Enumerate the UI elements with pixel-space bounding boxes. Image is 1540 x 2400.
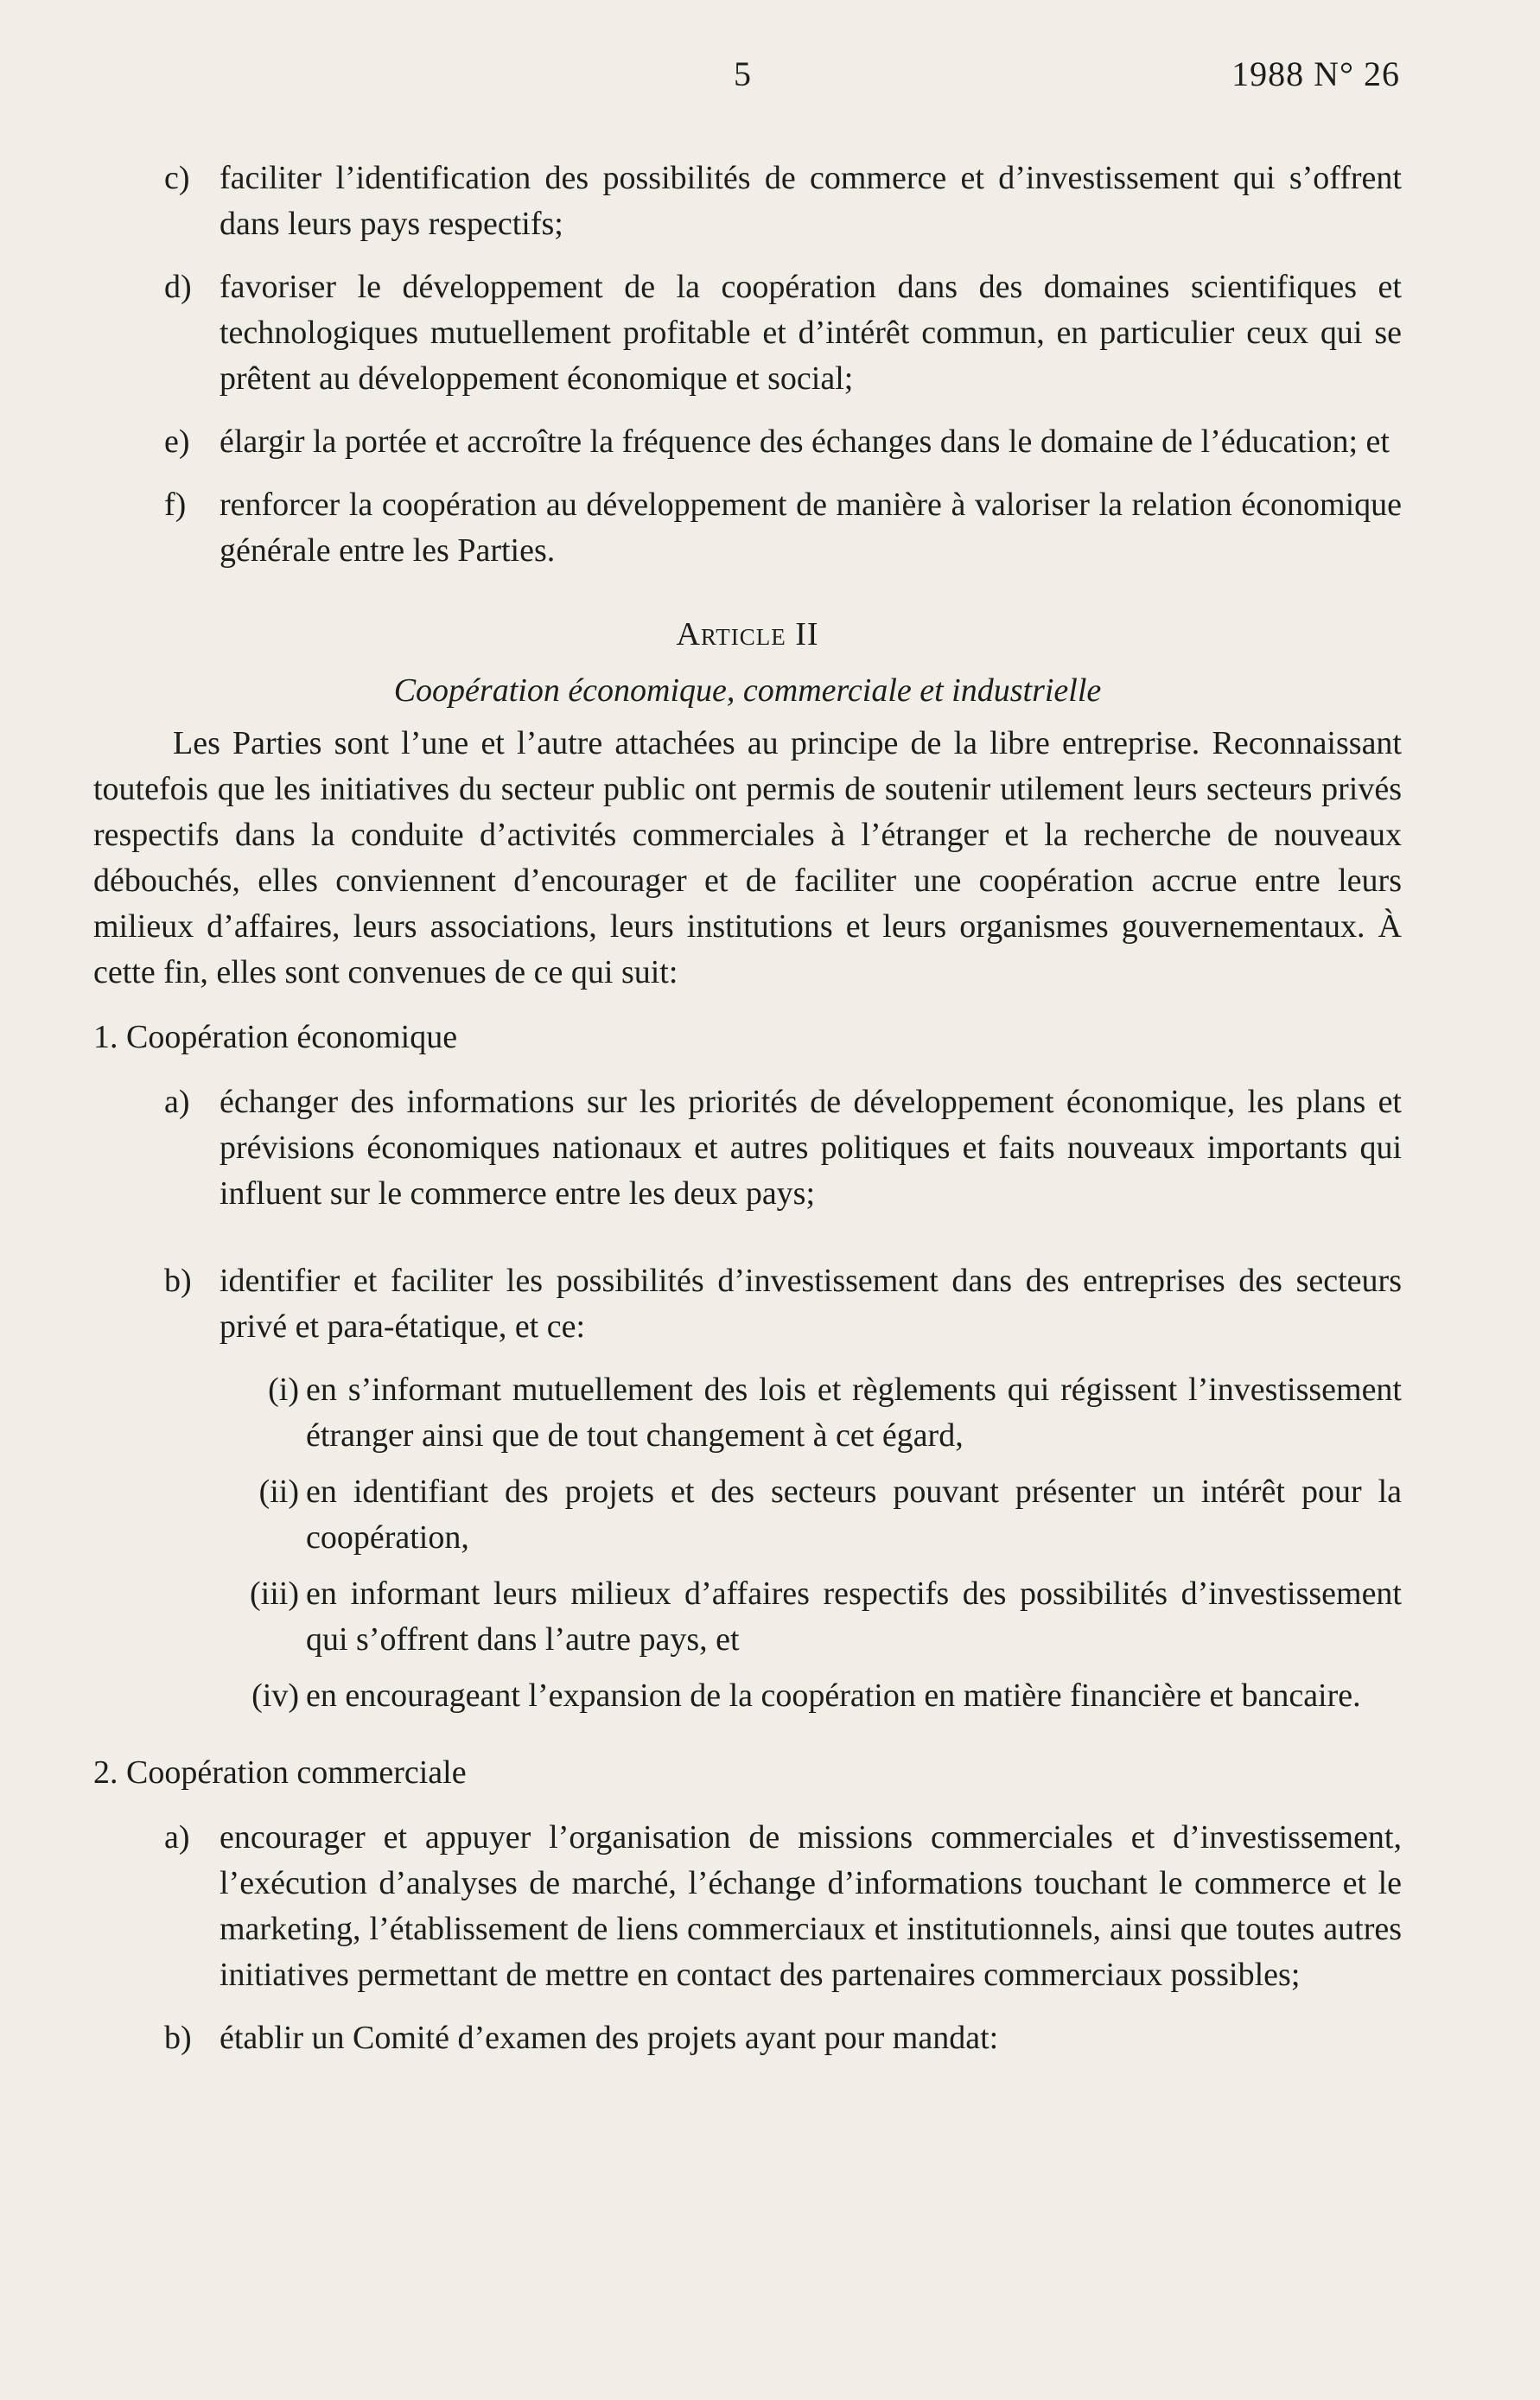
sub-marker: (i)	[268, 1372, 299, 1408]
list-item-b	[93, 1258, 1402, 1350]
article-paragraph: Les Parties sont l’une et l’autre attachées au principe de la libre entreprise. Reconnaissant toutefois que les initiatives du secteur public ont permis de soutenir utilement leurs secteurs privés respectifs dans la conduite d’activités commerciales à l’étranger et la recherche de nouveaux débouchés, elles conviennent d’encourager et de faciliter une coopération accrue entre leurs milieux d’affaires, leurs associations, leurs institutions et leurs organismes gouvernementaux. À cette fin, elles sont convenues de ce qui suit:	[93, 725, 1402, 990]
list-item-a	[93, 1815, 1402, 1998]
list-item-text: élargir la portée et accroître la fréquence des échanges dans le domaine de l’éducation; et	[220, 423, 1390, 460]
list-marker: b)	[164, 1263, 192, 1299]
year-and-issue-number: 1988 N° 26	[1231, 54, 1400, 93]
list-marker: b)	[164, 2020, 192, 2056]
document-body	[93, 156, 1402, 2079]
sub-item-ii	[93, 1469, 1402, 1561]
list-item-a	[93, 1079, 1402, 1217]
list-item-text: établir un Comité d’examen des projets ayant pour mandat:	[220, 2020, 999, 2056]
spacer	[93, 1234, 1402, 1258]
sub-item-i	[93, 1367, 1402, 1459]
article-subtitle: Coopération économique, commerciale et industrielle	[393, 672, 1102, 709]
list-item-text: échanger des informations sur les priorités de développement économique, les plans et prévisions économiques nationaux et autres politiques et faits nouveaux importants qui influent sur le commerce entre les deux pays;	[220, 1084, 1402, 1212]
list-item-c	[93, 156, 1402, 247]
list-item-b	[93, 2015, 1402, 2061]
sub-item-text: en identifiant des projets et des secteurs pouvant présenter un intérêt pour la coopération,	[306, 1474, 1402, 1556]
list-item-text: favoriser le développement de la coopération dans des domaines scientifiques et technologiques mutuellement profitable et d’intérêt commun, en particulier ceux qui se prêtent au développement économique et social;	[220, 269, 1402, 397]
sub-marker: (iv)	[251, 1677, 299, 1714]
list-item-text: renforcer la coopération au développement de manière à valoriser la relation économique générale entre les Parties.	[220, 487, 1402, 569]
list-item-text: encourager et appuyer l’organisation de missions commerciales et d’investissement, l’exécution d’analyses de marché, l’échange d’informations touchant le commerce et le marketing, l’établissement de liens commerciaux et institutionnels, ainsi que toutes autres initiatives permettant de mettre en contact des partenaires commerciaux possibles;	[220, 1819, 1402, 1993]
list-marker: a)	[164, 1819, 190, 1856]
sub-item-text: en s’informant mutuellement des lois et règlements qui régissent l’investissement étranger ainsi que de tout changement à cet égard,	[306, 1372, 1402, 1454]
list-item-f	[93, 482, 1402, 574]
sub-item-iii	[93, 1571, 1402, 1663]
section-heading-commercial: 2. Coopération commerciale	[93, 1754, 467, 1791]
list-item-text: faciliter l’identification des possibilités de commerce et d’investissement qui s’offrent dans leurs pays respectifs;	[220, 160, 1402, 242]
list-marker: f)	[164, 487, 187, 523]
list-marker: e)	[164, 423, 190, 460]
list-marker: a)	[164, 1084, 190, 1120]
section-heading-economic: 1. Coopération économique	[93, 1019, 458, 1055]
sub-item-iv	[93, 1673, 1402, 1719]
sub-marker: (ii)	[258, 1474, 299, 1510]
list-item-text: identifier et faciliter les possibilités d’investissement dans des entreprises des secteurs privé et para-étatique, et ce:	[220, 1263, 1402, 1345]
list-item-d	[93, 264, 1402, 402]
list-marker: d)	[164, 269, 192, 305]
sub-item-text: en informant leurs milieux d’affaires respectifs des possibilités d’investissement qui s’offrent dans l’autre pays, et	[306, 1576, 1402, 1658]
list-marker: c)	[164, 160, 190, 196]
article-title: Article II	[676, 616, 819, 653]
sub-marker: (iii)	[250, 1576, 299, 1612]
sub-item-text: en encourageant l’expansion de la coopération en matière financière et bancaire.	[306, 1677, 1361, 1714]
page-header	[0, 54, 1540, 105]
page-number: 5	[734, 54, 751, 93]
list-item-e	[93, 419, 1402, 465]
